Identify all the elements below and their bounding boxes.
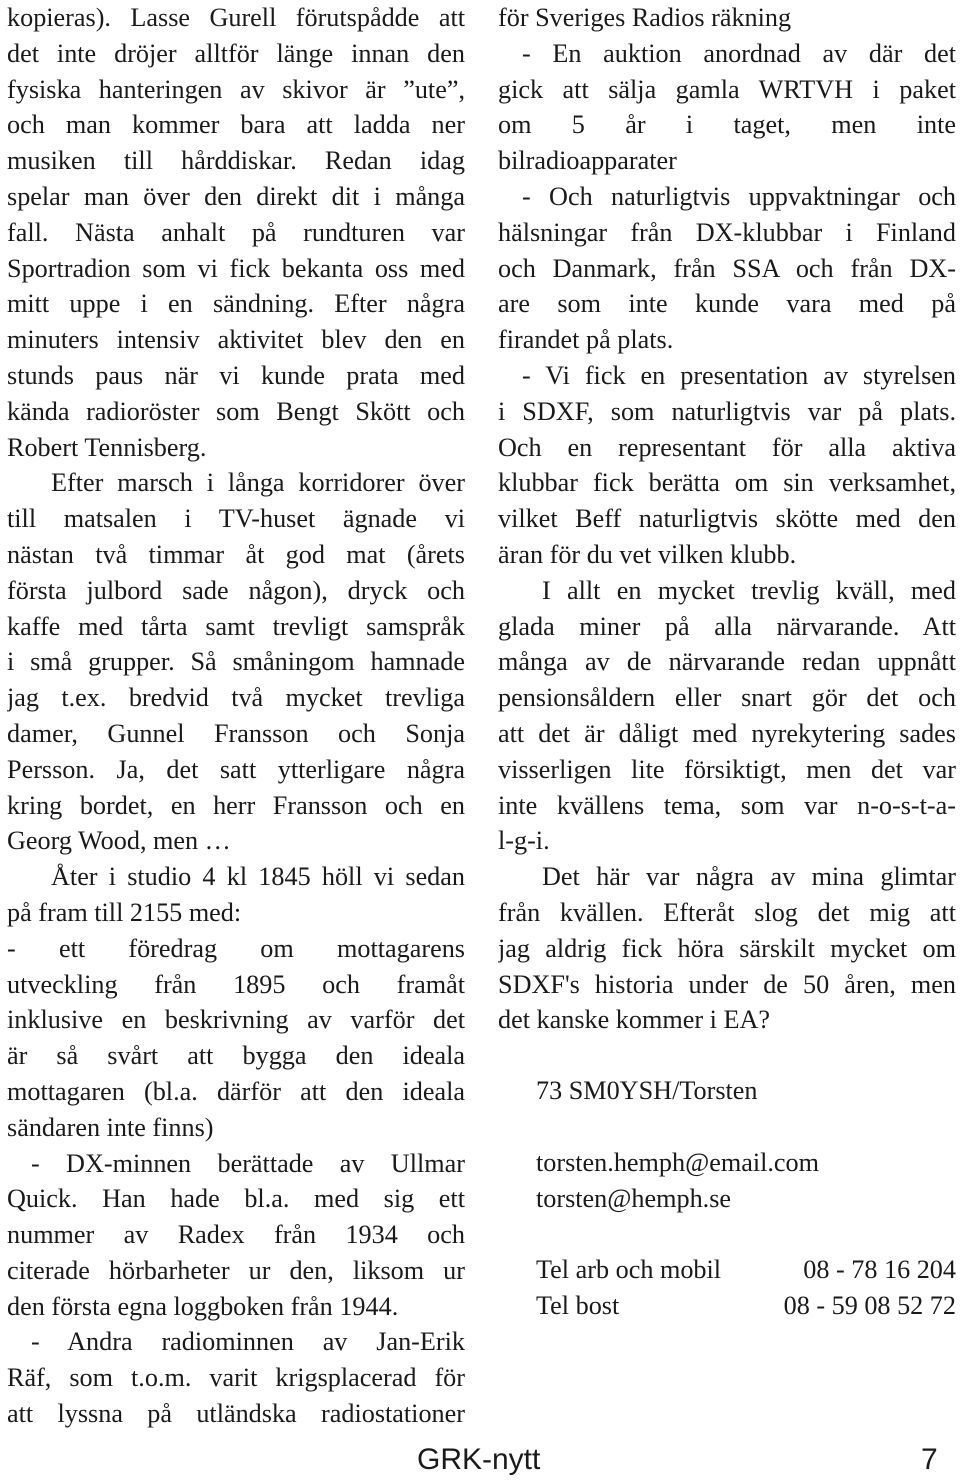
text-line: Sportradion som vi fick bekanta oss med [7,253,465,283]
text-line: i små grupper. Så småningom hamnade [7,647,465,677]
text-line: Och en representant för alla aktiva [498,432,956,462]
phone-work-number: 08 - 78 16 204 [803,1255,956,1284]
text-line: spelar man över den direkt dit i många [7,181,465,211]
text-line: många av de närvarande redan uppnått [498,647,956,677]
text-line: är så svårt att bygga den ideala [7,1041,465,1071]
text-line: och man kommer bara att ladda ner [7,110,465,140]
text-line: are som inte kunde vara med på [498,289,956,319]
text-line: Persson. Ja, det satt ytterligare några [7,754,465,784]
text-line: för Sveriges Radios räkning [498,3,792,32]
text-line: glada miner på alla närvarande. Att [498,611,956,641]
text-line: inte kvällens tema, som var n-o-s-t-a- [498,790,956,820]
text-line: I allt en mycket trevlig kväll, med [542,575,956,605]
text-line: det inte dröjer alltför länge innan den [7,38,465,68]
text-line: från kvällen. Efteråt slog det mig att [498,897,956,927]
phone-work-label: Tel arb och mobil [536,1255,722,1284]
text-line: - Andra radiominnen av Jan-Erik [31,1327,465,1357]
text-line: l-g-i. [498,826,550,856]
phone-home-label: Tel bost [536,1291,620,1320]
text-line: jag t.ex. bredvid två mycket trevliga [7,683,465,713]
text-line: utveckling från 1895 och framåt [7,969,465,999]
text-line: Efter marsch i långa korridorer över [51,468,465,498]
text-line: första julbord sade någon), dryck och [7,575,465,605]
text-line: den första egna loggboken från 1944. [7,1291,399,1321]
text-line: på fram till 2155 med: [7,897,242,927]
text-line: pensionsåldern eller snart gör det och [498,683,956,713]
text-line: fysiska hanteringen av skivor är ”ute”, [7,74,465,104]
email-address-secondary: torsten@hemph.se [536,1184,732,1213]
publication-title: GRK-nytt [417,1443,541,1476]
text-line: sändaren inte finns) [7,1112,214,1142]
text-line: kaffe med tårta samt trevligt samspråk [7,611,465,641]
text-line: - ett föredrag om mottagarens [7,933,465,963]
text-line: om 5 år i taget, men inte [498,110,956,140]
text-line: det kanske kommer i EA? [498,1005,770,1035]
text-line: minuters intensiv aktivitet blev den en [7,325,465,355]
text-line: Räf, som t.o.m. varit krigsplacerad för [7,1363,465,1393]
email-address-primary: torsten.hemph@email.com [536,1148,820,1177]
text-line: nummer av Radex från 1934 och [7,1220,465,1250]
text-line: stunds paus när vi kunde prata med [7,360,465,390]
text-line: nästan två timmar åt god mat (årets [7,539,465,569]
text-line: Åter i studio 4 kl 1845 höll vi sedan [51,862,465,892]
signature-name: 73 SM0YSH/Torsten [536,1076,758,1105]
phone-home-number: 08 - 59 08 52 72 [783,1291,956,1320]
text-line: Det här var några av mina glimtar [542,862,956,892]
text-line: att det är dåligt med nyrekytering sades [498,718,956,748]
text-line: gick att sälja gamla WRTVH i paket [498,74,956,104]
text-line: mitt uppe i en sändning. Efter några [7,289,465,319]
text-line: hälsningar från DX-klubbar i Finland [498,217,956,247]
text-line: damer, Gunnel Fransson och Sonja [7,718,465,748]
text-line: Robert Tennisberg. [7,432,207,462]
text-line: SDXF's historia under de 50 åren, men [498,969,956,999]
text-line: att lyssna på utländska radiostationer [7,1399,465,1429]
text-line: - En auktion anordnad av där det [522,38,956,68]
text-line: till matsalen i TV-huset ägnade vi [7,504,465,534]
text-line: äran för du vet vilken klubb. [498,539,797,569]
text-line: inklusive en beskrivning av varför det [7,1005,465,1035]
text-line: klubbar fick berätta om sin verksamhet, [498,468,956,498]
text-line: - Och naturligtvis uppvaktningar och [522,181,956,211]
text-line: bilradioapparater [498,146,677,176]
left-text-column [7,0,465,1432]
text-line: mottagaren (bl.a. därför att den ideala [7,1076,465,1106]
text-line: i SDXF, som naturligtvis var på plats. [498,396,956,426]
text-line: kända radioröster som Bengt Skött och [7,396,465,426]
text-line: och Danmark, från SSA och från DX- [498,253,956,283]
text-line: citerade hörbarheter ur den, liksom ur [7,1255,465,1285]
page-number: 7 [921,1443,938,1476]
text-line: - Vi fick en presentation av styrelsen [522,360,956,390]
text-line: firandet på plats. [498,325,674,355]
right-text-column [498,0,956,1038]
text-line: vilket Beff naturligtvis skötte med den [498,504,956,534]
text-line: visserligen lite försiktigt, men det var [498,754,956,784]
text-line: kopieras). Lasse Gurell förutspådde att [7,3,465,32]
text-line: jag aldrig fick höra särskilt mycket om [498,933,956,963]
text-line: musiken till hårddiskar. Redan idag [7,146,465,176]
text-line: Georg Wood, men … [7,826,231,856]
text-line: kring bordet, en herr Fransson och en [7,790,465,820]
text-line: fall. Nästa anhalt på rundturen var [7,217,465,247]
text-line: Quick. Han hade bl.a. med sig ett [7,1184,465,1214]
text-line: - DX-minnen berättade av Ullmar [31,1148,465,1178]
